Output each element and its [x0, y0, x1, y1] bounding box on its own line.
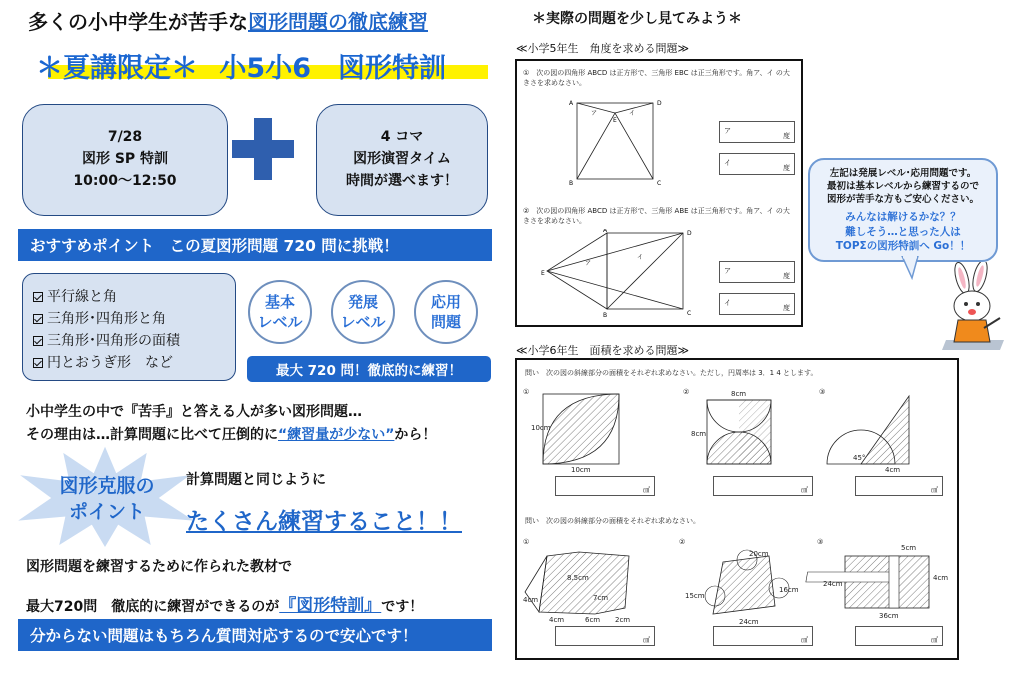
fig5-number: ②	[679, 538, 686, 546]
checkbox-icon	[33, 358, 43, 368]
level-basic: 基本 レベル	[248, 280, 312, 344]
level-advanced: 発展 レベル	[331, 280, 395, 344]
grade5-title: ≪小学5年生 角度を求める問題≫	[516, 42, 690, 55]
bubble-tail	[900, 256, 920, 280]
topic-item: 三角形･四角形と角	[33, 308, 225, 330]
svg-text:B: B	[569, 180, 574, 187]
svg-text:D: D	[687, 230, 692, 237]
fig6-b: 24cm	[823, 580, 843, 588]
right-title: ＊実際の問題を少し見てみよう＊	[532, 11, 742, 27]
square-triangle-figure-1	[567, 97, 717, 207]
fig1-bottom: 10cm	[571, 466, 591, 474]
fig5-b: 15cm	[685, 592, 705, 600]
fig5-d: 24cm	[739, 618, 759, 626]
fig6-a: 5cm	[901, 544, 917, 552]
practice-line3: 時間が選べます！	[346, 172, 458, 189]
question-support-bar: 分からない問題はもちろん質問対応するので安心です！	[18, 619, 492, 651]
topic-item: 平行線と角	[33, 286, 225, 308]
grade5-q2: ② 次の図の四角形 ABCD は正方形で、三角形 ABE は正三角形です。角ア、イ の大きさを求めなさい。	[523, 207, 790, 225]
square-triangle-figure-2	[541, 229, 711, 319]
answer-box-i-2[interactable]: イ 度	[719, 293, 795, 315]
answer-box-a-2[interactable]: ア 度	[719, 261, 795, 283]
speech-bubble: 左記は発展レベル･応用問題です。 最初は基本レベルから練習するので 図形が苦手な方もご安心ください。 みんなは解けるかな？？ 難しそう…と思った人は TOPΣの図形特訓へ Go！！	[808, 158, 998, 262]
fig4-b: 7cm	[593, 594, 609, 602]
svg-text:ア: ア	[585, 260, 592, 267]
course-title	[36, 46, 488, 84]
topic-checklist	[22, 273, 236, 381]
plus-icon	[232, 118, 294, 180]
fig3-bottom: 4cm	[885, 466, 901, 474]
grade6-problem-frame	[515, 358, 959, 660]
fig6-c: 4cm	[933, 574, 949, 582]
area-answer-1[interactable]: ㎠	[555, 476, 655, 496]
topic-item: 円とおうぎ形 など	[33, 352, 225, 374]
max-problems-bar: 最大 720 問！徹底的に練習！	[247, 356, 491, 382]
practice-line2: 図形演習タイム	[353, 151, 451, 168]
headline	[28, 6, 428, 35]
grade5-q1: ① 次の図の四角形 ABCD は正方形で、三角形 EBC は正三角形です。角ア、イ の大きさを求めなさい。	[523, 69, 790, 87]
grade6-title: ≪小学6年生 面積を求める問題≫	[516, 344, 690, 357]
point-main: たくさん練習すること！！	[186, 509, 462, 535]
material-line: 図形問題を練習するために作られた教材で	[26, 559, 292, 575]
fig6-number: ③	[817, 538, 824, 546]
topic-item: 三角形･四角形の面積	[33, 330, 225, 352]
point-lead: 計算問題と同じように	[186, 472, 326, 488]
practice-line1: 4 コマ	[380, 129, 424, 146]
reason-line1: 小中学生の中で『苦手』と答える人が多い図形問題…	[26, 404, 362, 420]
session-name: 図形 SP 特訓	[81, 151, 169, 168]
area-answer-5[interactable]: ㎠	[713, 626, 813, 646]
reason-line2: その理由は…計算問題に比べて圧倒的に“練習量が少ない”から！	[26, 427, 437, 443]
fig2-side: 8cm	[691, 430, 707, 438]
fig4-d: 4cm	[549, 616, 565, 624]
max-practice-line: 最大720問 徹底的に練習ができるのが『図形特訓』です！	[26, 596, 424, 616]
area-answer-2[interactable]: ㎠	[713, 476, 813, 496]
svg-text:D: D	[657, 100, 662, 107]
session-date: 7/28	[107, 129, 143, 146]
checkbox-icon	[33, 292, 43, 302]
fig3-angle: 45°	[853, 454, 866, 462]
checkbox-icon	[33, 314, 43, 324]
fig4-a: 8.5cm	[567, 574, 589, 582]
rabbit-mascot-icon	[940, 262, 1010, 352]
course-prefix: ＊夏講限定＊	[36, 53, 198, 84]
fig4-e: 6cm	[585, 616, 601, 624]
fig6-d: 36cm	[879, 612, 899, 620]
area-answer-3[interactable]: ㎠	[855, 476, 943, 496]
session-time: 10:00～12:50	[73, 172, 177, 189]
svg-text:E: E	[613, 117, 617, 124]
svg-text:イ: イ	[629, 110, 636, 117]
svg-text:B: B	[603, 312, 608, 319]
course-name: 小5小6 図形特訓	[219, 53, 446, 84]
burst-label: 図形克服の ポイント	[59, 475, 155, 523]
svg-text:E: E	[541, 270, 545, 277]
svg-text:ア: ア	[591, 110, 598, 117]
grade6-q2: 問い 次の図の斜線部分の面積をそれぞれ求めなさい。	[525, 517, 700, 525]
fig2-number: ②	[683, 388, 690, 396]
grade5-problem-frame	[515, 59, 803, 327]
headline-highlight: 図形問題の徹底練習	[248, 10, 428, 34]
headline-lead: 多くの小中学生が苦手な	[28, 10, 248, 34]
fig3-number: ③	[819, 388, 826, 396]
area-answer-6[interactable]: ㎠	[855, 626, 943, 646]
svg-text:C: C	[687, 310, 692, 317]
answer-box-i[interactable]: イ 度	[719, 153, 795, 175]
area-answer-4[interactable]: ㎠	[555, 626, 655, 646]
svg-text:C: C	[657, 180, 662, 187]
fig2-top: 8cm	[731, 390, 747, 398]
fig1-side: 10cm	[531, 424, 551, 432]
grade6-q1: 問い 次の図の斜線部分の面積をそれぞれ求めなさい。ただし，円周率は 3．1 4 とします。	[525, 369, 818, 377]
svg-text:A: A	[569, 100, 574, 107]
session-box	[22, 104, 228, 216]
fig5-c: 16cm	[779, 586, 799, 594]
svg-text:イ: イ	[637, 254, 644, 261]
fig4-c: 4cm	[523, 596, 539, 604]
level-applied: 応用 問題	[414, 280, 478, 344]
svg-text:A: A	[603, 229, 608, 234]
fig5-a: 20cm	[749, 550, 769, 558]
fig4-f: 2cm	[615, 616, 631, 624]
fig4-number: ①	[523, 538, 530, 546]
recommend-bar: おすすめポイント この夏図形問題 720 問に挑戦！	[18, 229, 492, 261]
practice-box	[316, 104, 488, 216]
answer-box-a[interactable]: ア 度	[719, 121, 795, 143]
fig1-number: ①	[523, 388, 530, 396]
checkbox-icon	[33, 336, 43, 346]
